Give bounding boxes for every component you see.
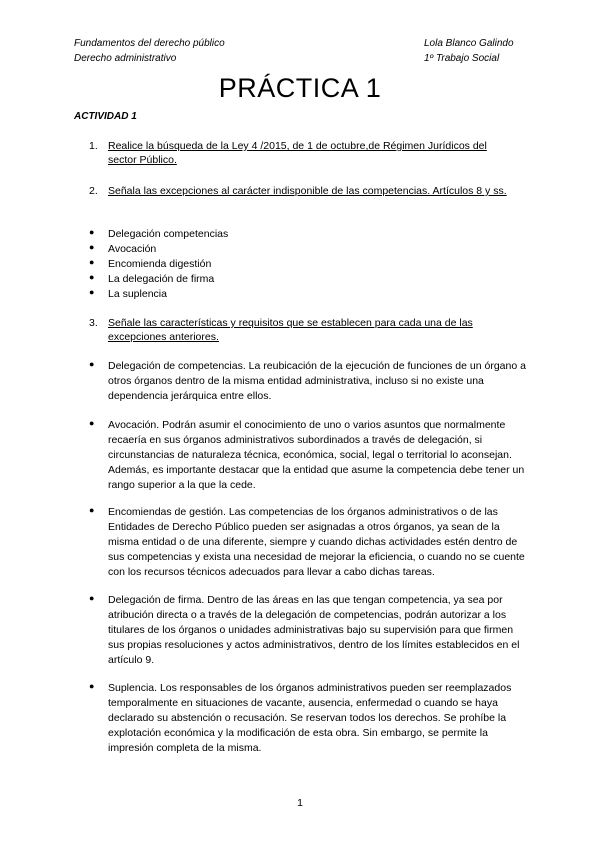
- bullet-icon: ●: [89, 505, 95, 515]
- bullet-icon: ●: [89, 242, 95, 252]
- question-number: 1.: [89, 140, 98, 152]
- exception-item: La suplencia: [108, 288, 167, 300]
- paragraph-delegacion: Delegación de competencias. La reubicación de la ejecución de funciones de un órgano a otros órganos dentro de la misma entidad administrativa, incluso si no existe una dependencia jerárquica entre ellos.: [108, 360, 526, 402]
- exception-item: Encomienda digestión: [108, 258, 212, 270]
- header-course: Fundamentos del derecho público: [74, 38, 225, 49]
- paragraph-suplencia: Suplencia. Los responsables de los órganos administrativos pueden ser reemplazados temporalmente en situaciones de vacante, ausencia, enfermedad o cuando se haya declarado su abstención o recusación. Se reservan todos los derechos. Se prohíbe la explotación económica y la modificación de esta obra. Sin embargo, se permite la impresión completa de la misma.: [108, 682, 512, 754]
- question-text: Señala las excepciones al carácter indisponible de las competencias. Artículos 8 y ss.: [108, 185, 507, 197]
- page-number: 1: [297, 797, 303, 809]
- paragraph-encomiendas: Encomiendas de gestión. Las competencias de los órganos administrativos o de las Entidades de Derecho Público pueden ser asignadas a otros órganos, ya sean de la misma entidad o de una diferente, siempre y cuando dichas actividades estén dentro de sus competencias y exista una necesidad de mejorar la eficiencia, o cuando no se cuente con los recursos técnicos adecuados para llevar a cabo dichas tareas.: [108, 506, 525, 578]
- activity-heading: ACTIVIDAD 1: [74, 111, 137, 122]
- exception-item: La delegación de firma: [108, 273, 215, 285]
- paragraph-firma: Delegación de firma. Dentro de las áreas en las que tengan competencia, ya sea por atribución directa o a través de la delegación de competencias, podrán autorizar a los titulares de los órganos o unidades administrativas bajo su supervisión para que firmen sus propias resoluciones y actos administrativos, dentro de los límites establecidos en el artículo 9.: [108, 594, 520, 666]
- question-number: 3.: [89, 317, 98, 329]
- bullet-icon: ●: [89, 227, 95, 237]
- bullet-icon: ●: [89, 681, 95, 691]
- bullet-icon: ●: [89, 418, 95, 428]
- question-text: Realice la búsqueda de la Ley 4 /2015, de 1 de octubre,de Régimen Jurídicos del sector Público.: [108, 140, 487, 166]
- question-text: Señale las características y requisitos que se establecen para cada una de las excepciones anteriores.: [108, 317, 473, 343]
- bullet-icon: ●: [89, 593, 95, 603]
- header-author: Lola Blanco Galindo: [424, 38, 514, 49]
- bullet-icon: ●: [89, 287, 95, 297]
- header-degree: 1º Trabajo Social: [424, 53, 500, 64]
- bullet-icon: ●: [89, 359, 95, 369]
- bullet-icon: ●: [89, 272, 95, 282]
- paragraph-avocacion: Avocación. Podrán asumir el conocimiento de uno o varios asuntos que normalmente recaería en sus órganos administrativos subordinados a través de delegación, si circunstancias de naturaleza técnica, económica, social, legal o territorial lo aconsejan. Además, es importante destacar que la entidad que asume la competencia debe tener un rango superior a la que la cede.: [108, 419, 525, 491]
- question-number: 2.: [89, 185, 98, 197]
- bullet-icon: ●: [89, 257, 95, 267]
- page-title: PRÁCTICA 1: [218, 73, 382, 103]
- exception-item: Delegación competencias: [108, 228, 229, 240]
- exception-item: Avocación: [108, 243, 157, 255]
- header-subject: Derecho administrativo: [74, 53, 177, 64]
